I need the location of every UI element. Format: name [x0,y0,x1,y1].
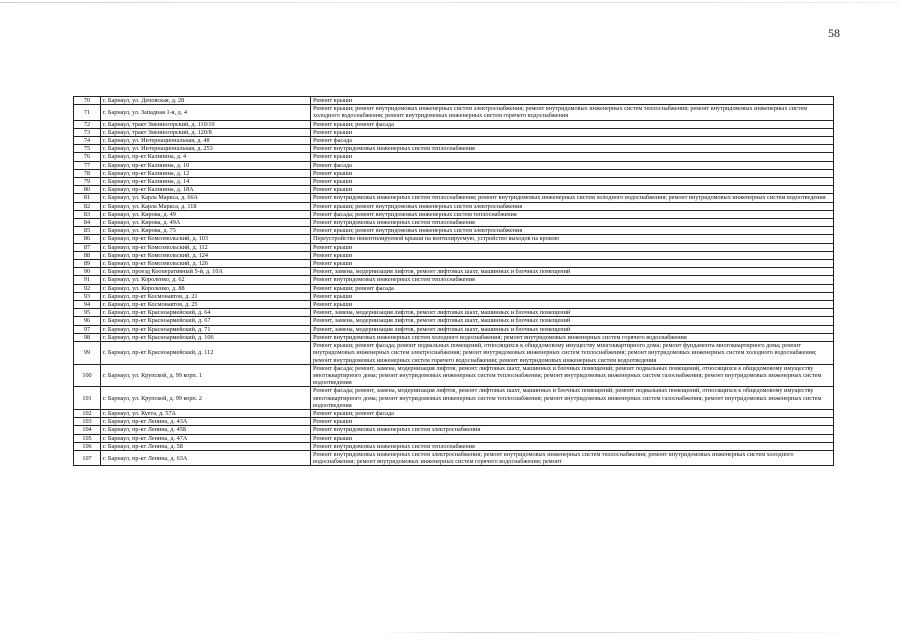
row-address: г. Барнаул, ул. Кирова, д. 49 [101,210,311,218]
table-row [74,194,834,202]
table-row [74,284,834,292]
row-address: г. Барнаул, пр-кт Ленина, д. 45Б [101,426,311,434]
table-row [74,97,834,105]
table-row [74,178,834,186]
row-works: Ремонт крыши; ремонт внутридомовых инженерных систем электроснабжения [311,202,834,210]
row-number: 84 [74,219,101,227]
row-works: Ремонт внутридомовых инженерных систем теплоснабжения; ремонт внутридомовых инженерных систем холодного водоснабжения; ремонт внутридомовых инженерных систем водоотведения [311,194,834,202]
row-works: Ремонт внутридомовых инженерных систем холодного водоснабжения; ремонт внутридомовых инженерных систем горячего водоснабжения [311,333,834,341]
row-number: 105 [74,434,101,442]
row-works: Ремонт внутридомовых инженерных систем электроснабжения; ремонт внутридомовых инженерных систем теплоснабжения; ремонт внутридомовых инженерных систем холодного водоснабжения; ремонт внутридомовых инженерных систем горячего водоснабжения; ремонт [311,450,834,465]
row-works: Ремонт, замена, модернизация лифтов, ремонт лифтовых шахт, машинных и блочных помещений [311,325,834,333]
table-row [74,137,834,145]
row-number: 71 [74,105,101,120]
row-number: 77 [74,161,101,169]
row-works: Ремонт фасада; ремонт, замена, модернизация лифтов, ремонт лифтовых шахт, машинных и блочных помещений; ремонт подвальных помещений, относящихся к общедомовому имуществу многоквартирного дома; ремонт внутридомовых инженерных систем теплоснабжения; ремонт внутридомовых инженерных систем газоснабжения; ремонт внутридомовых инженерных систем водоотведения [311,364,834,387]
row-address: г. Барнаул, пр-кт Калинина, д. 10 [101,161,311,169]
row-works: Ремонт внутридомовых инженерных систем теплоснабжения [311,276,834,284]
row-address: г. Барнаул, ул. Интернациональная, д. 253 [101,145,311,153]
row-works: Ремонт крыши [311,178,834,186]
row-address: г. Барнаул, пр-кт Комсомольский, д. 124 [101,251,311,259]
row-works: Ремонт внутридомовых инженерных систем теплоснабжения [311,145,834,153]
row-address: г. Барнаул, пр-кт Комсомольский, д. 112 [101,243,311,251]
row-works: Ремонт крыши; ремонт фасада [311,409,834,417]
row-works: Ремонт крыши [311,260,834,268]
row-number: 72 [74,120,101,128]
row-number: 103 [74,418,101,426]
row-works: Ремонт крыши [311,97,834,105]
repair-table-body [74,97,834,466]
row-number: 92 [74,284,101,292]
table-row [74,317,834,325]
table-row [74,120,834,128]
row-works: Ремонт, замена, модернизация лифтов, ремонт лифтовых шахт, машинных и блочных помещений [311,268,834,276]
row-number: 80 [74,186,101,194]
row-number: 91 [74,276,101,284]
row-works: Переустройство невентилируемой крыши на вентилируемую, устройство выходов на кровлю [311,235,834,243]
row-number: 96 [74,317,101,325]
row-number: 99 [74,342,101,365]
row-works: Ремонт крыши; ремонт внутридомовых инженерных систем электроснабжения; ремонт внутридомовых инженерных систем теплоснабжения; ремонт внутридомовых инженерных систем холодного водоснабжения; ремонт внутридомовых инженерных систем горячего водоснабжения [311,105,834,120]
row-works: Ремонт крыши [311,128,834,136]
table-row [74,342,834,365]
row-address: г. Барнаул, пр-кт Космонавтов, д. 21 [101,292,311,300]
row-address: г. Барнаул, ул. Интернациональная, д. 48 [101,137,311,145]
table-row [74,292,834,300]
row-works: Ремонт крыши [311,251,834,259]
table-row [74,128,834,136]
table-row [74,309,834,317]
table-row [74,145,834,153]
row-number: 94 [74,301,101,309]
table-row [74,243,834,251]
table-row [74,450,834,465]
row-number: 79 [74,178,101,186]
row-address: г. Барнаул, пр-кт Ленина, д. 47А [101,434,311,442]
table-row [74,426,834,434]
row-number: 87 [74,243,101,251]
row-address: г. Барнаул, пр-кт Ленина, д. 43А [101,418,311,426]
row-number: 90 [74,268,101,276]
row-works: Ремонт крыши [311,186,834,194]
row-works: Ремонт крыши [311,292,834,300]
row-address: г. Барнаул, пр-кт Космонавтов, д. 25 [101,301,311,309]
table-row [74,301,834,309]
table-row [74,260,834,268]
table-row [74,105,834,120]
scan-edge-bottom [380,632,860,633]
row-works: Ремонт крыши; ремонт фасада; ремонт подвальных помещений, относящихся к общедомовому имуществу многоквартирного дома; ремонт фундамента многоквартирного дома; ремонт внутридомовых инженерных систем электроснабжения; ремонт внутридомовых инженерных систем теплоснабжения; ремонт внутридомовых инженерных систем холодного водоснабжения; ремонт внутридомовых инженерных систем горячего водоснабжения; ремонт внутридомовых инженерных систем водоотведения [311,342,834,365]
table-row [74,186,834,194]
row-address: г. Барнаул, пр-кт Красноармейский, д. 112 [101,342,311,365]
table-row [74,235,834,243]
table-row [74,434,834,442]
row-address: г. Барнаул, пр-кт Комсомольский, д. 103 [101,235,311,243]
row-works: Ремонт крыши; ремонт внутридомовых инженерных систем электроснабжения [311,227,834,235]
row-number: 93 [74,292,101,300]
row-works: Ремонт, замена, модернизация лифтов, ремонт лифтовых шахт, машинных и блочных помещений [311,317,834,325]
row-number: 83 [74,210,101,218]
row-number: 102 [74,409,101,417]
row-address: г. Барнаул, ул. Крупской, д. 99 корп. 2 [101,387,311,410]
row-address: г. Барнаул, ул. Кирова, д. 49А [101,219,311,227]
table-row [74,387,834,410]
table-row [74,409,834,417]
row-address: г. Барнаул, ул. Короленко, д. 88 [101,284,311,292]
row-address: г. Барнаул, ул. Деповская, д. 28 [101,97,311,105]
row-number: 89 [74,260,101,268]
page-number: 58 [828,26,840,40]
row-number: 81 [74,194,101,202]
row-number: 88 [74,251,101,259]
row-number: 97 [74,325,101,333]
row-address: г. Барнаул, пр-кт Красноармейский, д. 71 [101,325,311,333]
row-address: г. Барнаул, пр-кт Комсомольский, д. 126 [101,260,311,268]
row-address: г. Барнаул, ул. Крупской, д. 99 корп. 1 [101,364,311,387]
row-works: Ремонт крыши [311,434,834,442]
row-address: г. Барнаул, пр-кт Красноармейский, д. 64 [101,309,311,317]
row-number: 82 [74,202,101,210]
row-number: 101 [74,387,101,410]
table-row [74,325,834,333]
row-address: г. Барнаул, ул. Карла Маркса, д. 118 [101,202,311,210]
row-number: 98 [74,333,101,341]
row-address: г. Барнаул, пр-кт Ленина, д. 58 [101,442,311,450]
row-works: Ремонт внутридомовых инженерных систем теплоснабжения [311,442,834,450]
table-row [74,219,834,227]
row-address: г. Барнаул, пр-кт Ленина, д. 63А [101,450,311,465]
row-number: 106 [74,442,101,450]
row-address: г. Барнаул, ул. Короленко, д. 62 [101,276,311,284]
table-row [74,251,834,259]
table-row [74,210,834,218]
table-row [74,161,834,169]
row-number: 104 [74,426,101,434]
row-works: Ремонт внутридомовых инженерных систем электроснабжения [311,426,834,434]
row-works: Ремонт крыши; ремонт фасада [311,120,834,128]
row-number: 76 [74,153,101,161]
table-row [74,202,834,210]
row-works: Ремонт, замена, модернизация лифтов, ремонт лифтовых шахт, машинных и блочных помещений [311,309,834,317]
row-works: Ремонт фасада; ремонт, замена, модернизация лифтов, ремонт лифтовых шахт, машинных и блочных помещений; ремонт подвальных помещений, относящихся к общедомовому имуществу многоквартирного дома; ремонт внутридомовых инженерных систем теплоснабжения; ремонт внутридомовых инженерных систем газоснабжения; ремонт внутридомовых инженерных систем водоотведения [311,387,834,410]
row-address: г. Барнаул, ул. Карла Маркса, д. 66А [101,194,311,202]
row-number: 73 [74,128,101,136]
row-works: Ремонт фасада [311,137,834,145]
row-works: Ремонт фасада; ремонт внутридомовых инженерных систем теплоснабжения [311,210,834,218]
row-number: 75 [74,145,101,153]
row-works: Ремонт крыши [311,301,834,309]
row-address: г. Барнаул, ул. Кирова, д. 75 [101,227,311,235]
row-address: г. Барнаул, ул. Западная 1-я, д. 4 [101,105,311,120]
row-address: г. Барнаул, пр-кт Красноармейский, д. 106 [101,333,311,341]
row-number: 78 [74,169,101,177]
row-works: Ремонт крыши [311,153,834,161]
row-address: г. Барнаул, проезд Кооперативный 5-й, д. 10А [101,268,311,276]
row-works: Ремонт крыши [311,169,834,177]
row-works: Ремонт крыши [311,418,834,426]
row-address: г. Барнаул, пр-кт Калинина, д. 12 [101,169,311,177]
row-address: г. Барнаул, ул. Куета, д. 57А [101,409,311,417]
row-number: 74 [74,137,101,145]
row-number: 107 [74,450,101,465]
row-number: 95 [74,309,101,317]
row-number: 70 [74,97,101,105]
row-number: 100 [74,364,101,387]
table-row [74,333,834,341]
row-number: 85 [74,227,101,235]
table-row [74,153,834,161]
table-row [74,418,834,426]
table-row [74,276,834,284]
row-address: г. Барнаул, пр-кт Красноармейский, д. 67 [101,317,311,325]
row-works: Ремонт внутридомовых инженерных систем теплоснабжения [311,219,834,227]
repair-table [73,96,834,466]
table-row [74,169,834,177]
table-row [74,364,834,387]
table-row [74,227,834,235]
row-address: г. Барнаул, пр-кт Калинина, д. 14 [101,178,311,186]
row-address: г. Барнаул, пр-кт Калинина, д. 4 [101,153,311,161]
row-address: г. Барнаул, тракт Змеиногорский, д. 110/10 [101,120,311,128]
row-address: г. Барнаул, пр-кт Калинина, д. 18А [101,186,311,194]
scan-edge-top [0,2,899,3]
table-row [74,268,834,276]
row-address: г. Барнаул, тракт Змеиногорский, д. 120/8 [101,128,311,136]
row-works: Ремонт фасада [311,161,834,169]
table-row [74,442,834,450]
row-works: Ремонт крыши; ремонт фасада [311,284,834,292]
row-number: 86 [74,235,101,243]
row-works: Ремонт крыши [311,243,834,251]
